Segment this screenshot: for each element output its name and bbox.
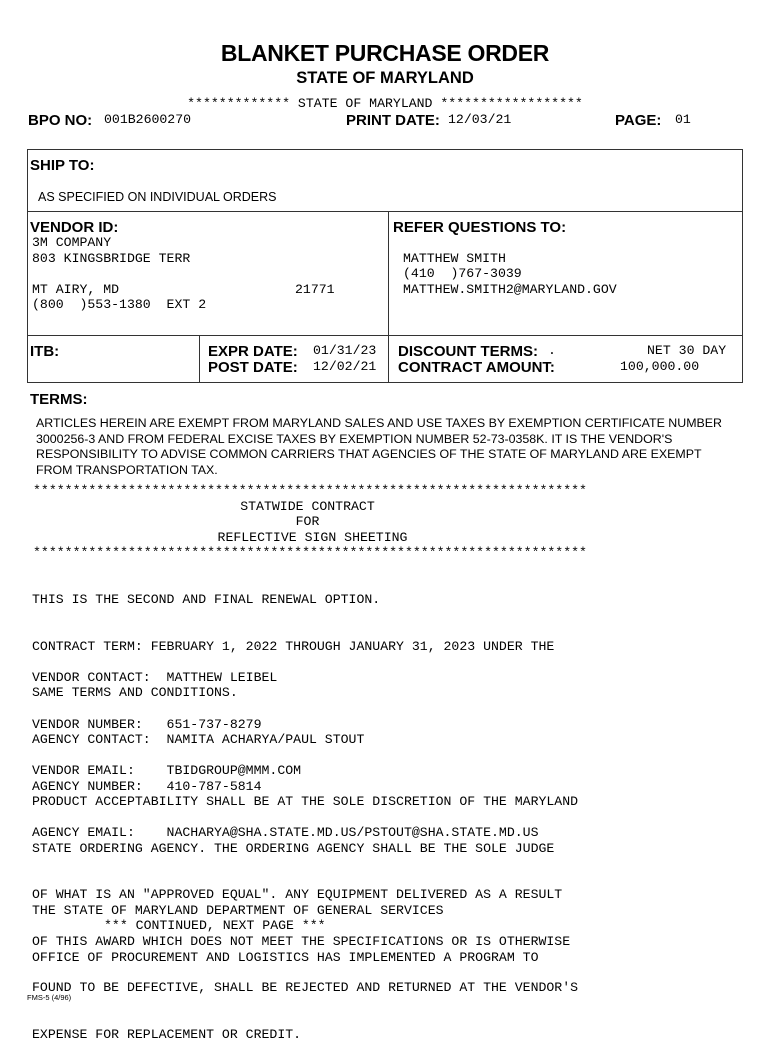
- form-id: FMS-5 (4/96): [27, 993, 72, 1002]
- renewal-line: SAME TERMS AND CONDITIONS.: [32, 685, 238, 700]
- vendor-id-label: VENDOR ID:: [30, 219, 119, 236]
- print-date-label: PRINT DATE:: [346, 112, 440, 129]
- stars-divider-bottom: **********************************************************************: [33, 545, 587, 560]
- dgs-line: OFFICE OF PROCUREMENT AND LOGISTICS HAS IMPLEMENTED A PROGRAM TO: [32, 949, 539, 965]
- terms-text: ARTICLES HEREIN ARE EXEMPT FROM MARYLAND SALES AND USE TAXES BY EXEMPTION CERTIFICATE NUMBER 3000256-3 AND FROM FEDERAL EXCISE TAXES BY EXEMPTION NUMBER 52-73-0358K. IT IS THE VENDOR'S RESPONSIBILITY TO ADVISE COMMON CARRIERS THAT AGENCIES OF THE STATE OF MARYLAND ARE EXEMPT FROM TRANSPORTATION TAX.: [36, 416, 723, 477]
- renewal-line: THIS IS THE SECOND AND FINAL RENEWAL OPTION.: [32, 592, 381, 607]
- form-frame: [27, 149, 743, 383]
- document-title: BLANKET PURCHASE ORDER: [220, 40, 550, 66]
- refer-questions-label: REFER QUESTIONS TO:: [393, 219, 567, 236]
- divider-vendor: [27, 335, 743, 336]
- bpo-value: 001B2600270: [104, 112, 192, 127]
- contract-title-line-2: FOR: [295, 514, 320, 529]
- contact-name: MATTHEW SMITH: [403, 251, 506, 266]
- vendor-city: MT AIRY, MD: [32, 282, 120, 297]
- contract-amount-label: CONTRACT AMOUNT:: [398, 359, 555, 376]
- continued-next-page: *** CONTINUED, NEXT PAGE ***: [104, 918, 326, 933]
- page-value: 01: [675, 112, 691, 127]
- discount-terms-value: NET 30 DAY: [647, 343, 727, 358]
- discount-dot: .: [548, 343, 556, 358]
- divider-vertical-center: [388, 211, 389, 383]
- acceptability-line: STATE ORDERING AGENCY. THE ORDERING AGENCY SHALL BE THE SOLE JUDGE: [32, 840, 555, 856]
- agency-contact-line: AGENCY CONTACT: NAMITA ACHARYA/PAUL STOUT: [32, 732, 365, 747]
- renewal-line: CONTRACT TERM: FEBRUARY 1, 2022 THROUGH JANUARY 31, 2023 UNDER THE: [32, 638, 555, 654]
- agency-number-line: AGENCY NUMBER: 410-787-5814: [32, 778, 262, 794]
- stars-divider-top: **********************************************************************: [33, 483, 587, 498]
- expr-date-value: 01/31/23: [313, 343, 377, 358]
- post-date-value: 12/02/21: [313, 359, 377, 374]
- agency-email-line: AGENCY EMAIL: NACHARYA@SHA.STATE.MD.US/PSTOUT@SHA.STATE.MD.US: [32, 825, 539, 840]
- acceptability-line: EXPENSE FOR REPLACEMENT OR CREDIT.: [32, 1026, 302, 1042]
- discount-terms-label: DISCOUNT TERMS:: [398, 343, 538, 360]
- vendor-name: 3M COMPANY: [32, 235, 112, 250]
- expr-date-label: EXPR DATE:: [208, 343, 298, 360]
- print-date-value: 12/03/21: [448, 112, 512, 127]
- divider-vertical-left: [199, 335, 200, 383]
- state-banner: ************* STATE OF MARYLAND ******************: [187, 96, 583, 111]
- contract-title-line-3: REFLECTIVE SIGN SHEETING: [217, 530, 408, 545]
- itb-label: ITB:: [30, 343, 60, 360]
- contact-email: MATTHEW.SMITH2@MARYLAND.GOV: [403, 282, 617, 297]
- acceptability-line: PRODUCT ACCEPTABILITY SHALL BE AT THE SOLE DISCRETION OF THE MARYLAND: [32, 794, 579, 809]
- acceptability-line: FOUND TO BE DEFECTIVE, SHALL BE REJECTED AND RETURNED AT THE VENDOR'S: [32, 980, 579, 995]
- dgs-line: THE STATE OF MARYLAND DEPARTMENT OF GENERAL SERVICES: [32, 903, 444, 918]
- ship-to-value: AS SPECIFIED ON INDIVIDUAL ORDERS: [38, 190, 277, 204]
- vendor-number-line: VENDOR NUMBER: 651-737-8279: [32, 716, 262, 732]
- vendor-contact-line: VENDOR CONTACT: MATTHEW LEIBEL: [32, 670, 278, 685]
- page-label: PAGE:: [615, 112, 662, 129]
- vendor-zip: 21771: [295, 282, 335, 297]
- terms-label: TERMS:: [30, 391, 88, 408]
- vendor-email-line: VENDOR EMAIL: TBIDGROUP@MMM.COM: [32, 763, 302, 778]
- vendor-phone: (800 )553-1380 EXT 2: [32, 297, 207, 312]
- contact-phone: (410 )767-3039: [403, 266, 522, 281]
- document-subtitle: STATE OF MARYLAND: [296, 69, 474, 87]
- divider-ship-to: [27, 211, 743, 212]
- acceptability-line: OF THIS AWARD WHICH DOES NOT MEET THE SPECIFICATIONS OR IS OTHERWISE: [32, 933, 571, 949]
- bpo-label: BPO NO:: [28, 112, 93, 129]
- contract-title-line-1: STATWIDE CONTRACT: [240, 499, 375, 514]
- vendor-address: 803 KINGSBRIDGE TERR: [32, 251, 191, 266]
- acceptability-line: OF WHAT IS AN "APPROVED EQUAL". ANY EQUIPMENT DELIVERED AS A RESULT: [32, 887, 563, 902]
- post-date-label: POST DATE:: [208, 359, 298, 376]
- contract-amount-value: 100,000.00: [620, 359, 700, 374]
- ship-to-label: SHIP TO:: [30, 157, 95, 174]
